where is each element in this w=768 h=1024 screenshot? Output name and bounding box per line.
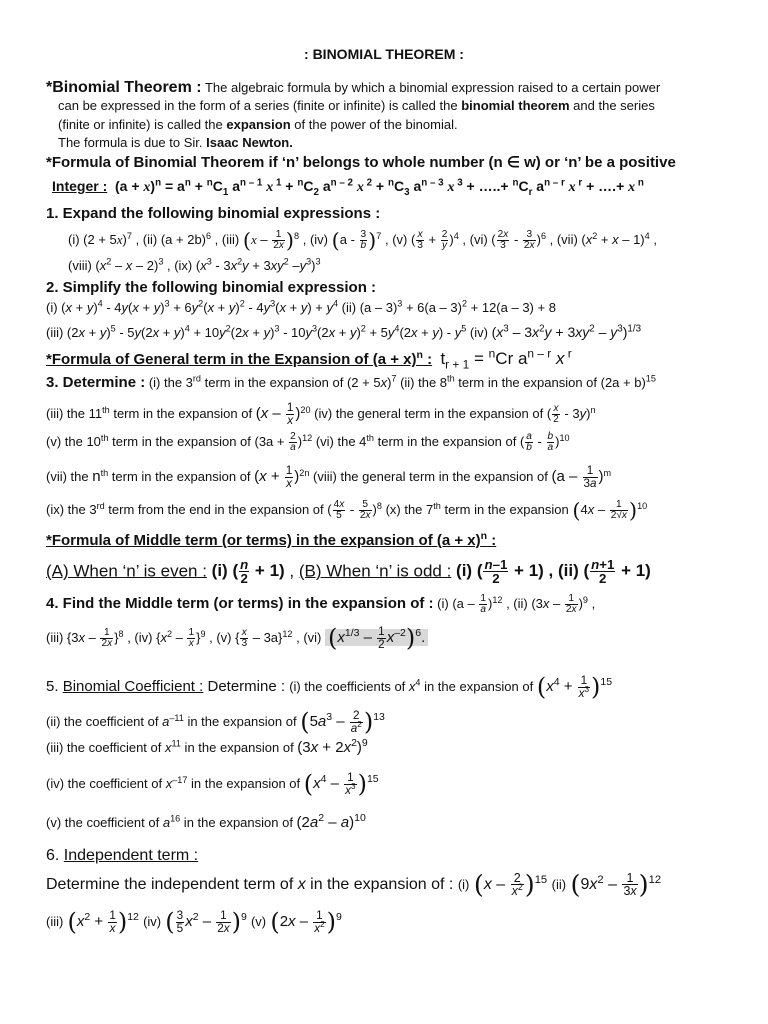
section-5-line-4: (iv) the coefficient of $x^{-17}$ in the expansion of ($x^4$ – $\frac{1}{x^3}$ )$^{15}$ bbox=[46, 770, 379, 799]
binomial-formula: Integer : $(a + x)^n = a^n + ^nC_1$ $a^{n - 1}$ x $^1 + ^nC_2$ $a^{n - 2}$ x $^2 + ^nC_3$ $a^{n - 3}$ x $^3$ + …..+ $^nC_r$ $a^{n - r}$ x $^r$ + ….+ x $^n$ bbox=[52, 177, 644, 198]
section-5-line-3: (iii) the coefficient of $x^{11}$ in the expansion of $(3x + 2x^2)^9$ bbox=[46, 737, 368, 756]
section-6-line-2: (iii) ($x^2$ + $\frac{1}{x}$ )$^{12}$ (iv) ( $\frac{3}{5}$ $x^2$ – $\frac{1}{2x}$ )$^9$ (v) (2x – $\frac{1}{x^2}$ )$^9$ bbox=[46, 908, 342, 937]
intro-line-4: The formula is due to Sir. Isaac Newton. bbox=[58, 135, 293, 150]
section-1-items-line-2: (viii) ($x^2$ – x – 2)$^3$ , (ix) ($x^3 - 3x^2y + 3xy^2$ $-y^3)^3$ bbox=[68, 256, 321, 273]
section-6-heading: 6. Independent term : bbox=[46, 847, 199, 864]
section-5-line-1: 5. Binomial Coefficient : Determine : (i) the coefficients of $x^4$ in the expansion of ($x^4$ + $\frac{1}{x^3}$ )$^{15}$ bbox=[46, 673, 613, 702]
page-title: : BINOMIAL THEOREM : bbox=[304, 46, 464, 62]
section-3-line-2: (iii) the 11th term in the expansion of (x – $\frac{1}{x}$ )$^{20}$ (iv) the general term in the expansion of ( $\frac{x}{2}$ - 3y)$^n$ bbox=[46, 401, 596, 427]
section-3-line-1: 3. Determine : (i) the 3rd term in the expansion of $(2 + 5x)^7$ (ii) the 8th term in the expansion of $(2a + b)^{15}$ bbox=[46, 373, 656, 391]
general-term-heading: *Formula of General term in the Expansion of $(a + x)^n$ : $t_{r + 1} = ^nCr$ $a^{n - r}$ x $^r$ bbox=[46, 346, 572, 372]
binomial-theorem-label: *Binomial Theorem : bbox=[46, 79, 202, 96]
section-1-items-line-1: (i) $(2 + 5x)^7$ , (ii) $(a + 2b)^6$ , (iii) (x – $\frac{1}{2x}$ )$^8$ , (iv) (a - $\frac{3}{b}$ )$^7$ , (v) ( $\frac{x}{3}$ + $\frac{2}{y}$ )$^4$ , (vi) ( $\frac{2x}{3}$ - $\frac{3}{2x}$ )$^6$ , (vii) $(x^2 + x - 1)^4$ , bbox=[68, 228, 657, 253]
intro-line-2: can be expressed in the form of a series (finite or infinite) is called the binomial theorem and the series bbox=[58, 98, 655, 113]
section-3-line-5: (ix) the 3rd term from the end in the expansion of ( $\frac{4x}{5}$ - $\frac{5}{2x}$ )$^8$ (x) the 7th term in the expansion (4x – $\frac{1}{2√x}$ )$^{10}$ bbox=[46, 498, 648, 523]
section-6-line-1: Determine the independent term of x in the expansion of : (i) (x – $\frac{2}{x^2}$ )$^{15}$ (ii) ($9x^2$ – $\frac{1}{3x}$ )$^{12}$ bbox=[46, 869, 662, 900]
section-5-line-5: (v) the coefficient of $a^{16}$ in the expansion of $(2a^2 - a)^{10}$ bbox=[46, 812, 366, 831]
section-4-line-1: 4. Find the Middle term (or terms) in the expansion of : (i) (a – $\frac{1}{a}$ )$^{12}$ , (ii) (3x – $\frac{1}{2x}$ )$^9$ , bbox=[46, 593, 596, 616]
section-4-line-2: (iii) {3x – $\frac{1}{2x}$ }$^8$ , (iv) {$x^2$ – $\frac{1}{x}$ }$^9$ , (v) { $\frac{x}{3}$ – 3a}$^{12}$ , (vi) ($x^{1/3}$ – $\frac{1}{2}$ $x^{-2})^6$. bbox=[46, 626, 758, 650]
formula-heading: *Formula of Binomial Theorem if ‘n’ belongs to whole number (n ∈ w) or ‘n’ be a positive bbox=[46, 154, 676, 171]
middle-term-cases: (A) When ‘n’ is even : (i) ( $\frac{n}{2}$ + 1) , (B) When ‘n’ is odd : (i) ( $\frac{n-1}{2}$ + 1) , (ii) ( $\frac{n+1}{2}$ + 1) bbox=[46, 557, 651, 587]
section-3-line-4: (vii) the $n^{th}$ term in the expansion of (x + $\frac{1}{x}$ )$^{2n}$ (viii) the general term in the expansion of (a – $\frac{1}{3a}$ )$^m$ bbox=[46, 464, 612, 490]
middle-term-heading: *Formula of Middle term (or terms) in the expansion of $(a + x)^n$ : bbox=[46, 530, 497, 549]
section-3-line-3: (v) the 10th term in the expansion of (3a + $\frac{2}{a}$ )$^{12}$ (vi) the 4th term in the expansion of ( $\frac{a}{b}$ - $\frac{b}{a}$ )$^{10}$ bbox=[46, 431, 570, 454]
section-2-heading: 2. Simplify the following binomial expression : bbox=[46, 279, 377, 296]
intro-line-3: (finite or infinite) is called the expansion of the power of the binomial. bbox=[58, 117, 458, 132]
intro-line-1: *Binomial Theorem : The algebraic formula by which a binomial expression raised to a certain power bbox=[46, 79, 661, 96]
section-5-line-2: (ii) the coefficient of $a^{-11}$ in the expansion of ($5a^3$ – $\frac{2}{a^2}$ )$^{13}$ bbox=[46, 708, 385, 737]
section-2-items-line-2: (iii) $(2x + y)^5 - 5y(2x + y)^4 + 10y^2(2x + y)^3 - 10y^3(2x + y)^2 + 5y^4(2x + y) - y^5$ (iv) $(x^3 - 3x^2y + 3xy^2 - y^3)^{1/3}$ bbox=[46, 323, 642, 340]
section-2-items-line-1: (i) $(x + y)^4 - 4y(x + y)^3 + 6y^2(x + y)^2 - 4y^3(x + y) + y^4$ (ii) (a – 3)$^3$ + 6(a – 3)$^2$ + 12(a – 3) + 8 bbox=[46, 298, 556, 315]
section-1-heading: 1. Expand the following binomial expressions : bbox=[46, 205, 381, 222]
